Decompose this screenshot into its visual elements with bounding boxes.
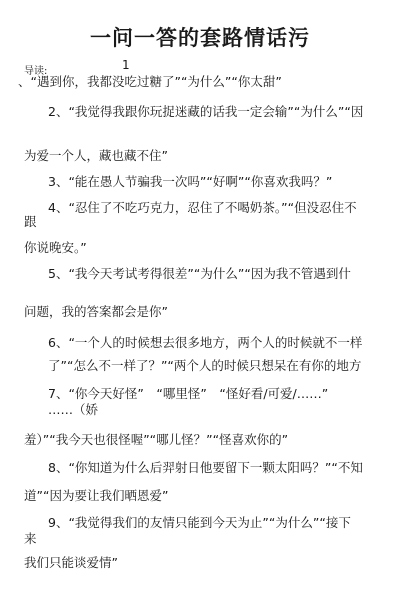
text-line: 你说晚安。” [24,240,87,255]
text-line: 9、“我觉得我们的友情只能到今天为止”“为什么”“接下 [48,515,351,530]
text-line: 羞）”“我今天也很怪喔”“哪儿怪？”“怪喜欢你的” [24,432,289,447]
text-line: ……（娇 [48,402,99,417]
text-line: 7、“你今天好怪” “哪里怪” “怪好看/可爱/……” [48,386,329,401]
text-line: 、“遇到你，我都没吃过糖了”“为什么”“你太甜” [18,74,282,89]
text-line: 6、“一个人的时候想去很多地方，两个人的时候就不一样 [48,335,363,350]
text-line: 8、“你知道为什么后羿射日他要留下一颗太阳吗？”“不知 [48,460,363,475]
text-line: 3、“能在愚人节骗我一次吗”“好啊”“你喜欢我吗？” [48,174,333,189]
text-line: 为爱一个人，藏也藏不住” [24,148,168,163]
text-line: 问题，我的答案都会是你” [24,304,168,319]
intro-label: 导读: [24,66,48,77]
text-line: 2、“我觉得我跟你玩捉迷藏的话我一定会输”“为什么”“因 [48,104,364,119]
page-title: 一问一答的套路情话污 [90,26,310,50]
text-line: 我们只能谈爱情” [24,555,118,570]
intro-number: 1 [122,58,130,72]
text-line: 了”“怎么不一样了？”“两个人的时候只想呆在有你的地方 [48,358,362,373]
text-line: 跟 [24,214,37,229]
text-line: 来 [24,531,37,546]
text-line: 5、“我今天考试考得很差”“为什么”“因为我不管遇到什 [48,266,351,281]
text-line: 4、“忍住了不吃巧克力，忍住了不喝奶茶。”“但没忍住不 [48,200,357,215]
text-line: 道”“因为要让我们晒恩爱” [24,488,169,503]
